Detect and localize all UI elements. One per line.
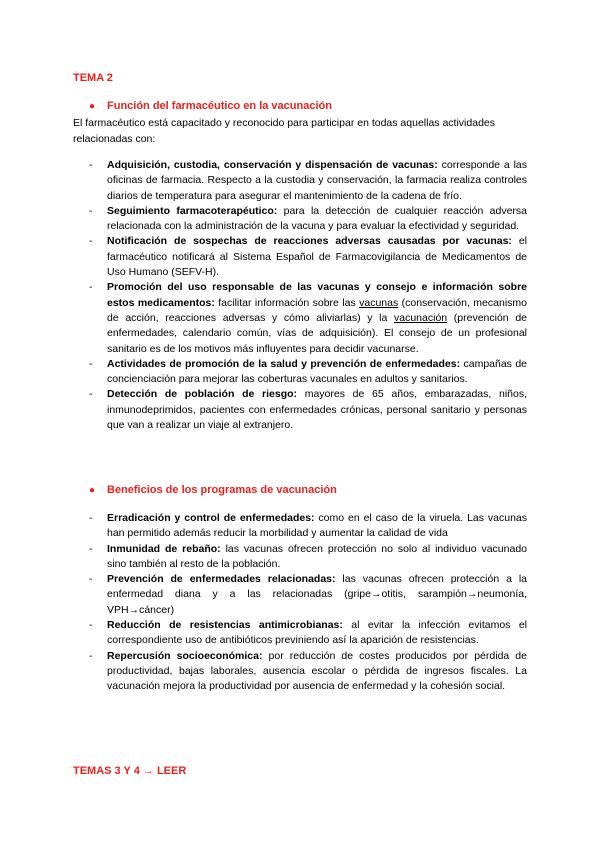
bullet-icon: ● <box>89 485 96 496</box>
section-funcion-title: ● Función del farmacéutico en la vacunación <box>89 100 332 112</box>
section-beneficios-title: ● Beneficios de los programas de vacunación <box>89 484 337 496</box>
list-item: - Prevención de enfermedades relacionadas: las vacunas ofrecen protección a la enfermedad diana y a las relacionadas (gripe→otitis, sarampión→neumonía, VPH→cáncer) <box>89 573 527 616</box>
list-item: - Actividades de promoción de la salud y prevención de enfermedades: campañas de concienciación para mejorar las coberturas vacunales en adultos y sanitarios. <box>89 357 527 386</box>
benefits-list <box>89 511 527 695</box>
intro-paragraph: El farmacéutico está capacitado y reconocido para participar en todas aquellas actividades relacionadas con: <box>73 117 495 145</box>
list-item: - Erradicación y control de enfermedades: como en el caso de la viruela. Las vacunas han permitido además reducir la morbilidad y aumentar la calidad de vida <box>89 512 527 540</box>
list-item: - Adquisición, custodia, conservación y dispensación de vacunas: corresponde a las oficinas de farmacia. Respecto a la custodia y conservación, la farmacia realiza controles diarios de temperatura para asegurar el mantenimiento de la cadena de frío. <box>89 159 527 202</box>
vacunacion-link[interactable]: vacunación <box>394 311 448 324</box>
list-item: - Promoción del uso responsable de las vacunas y consejo e información sobre estos medicamentos: facilitar información sobre las vacunas (conservación, mecanismo de acción, reacciones adversas y cómo aliviarlas) y la vacunación (prevención de enfermedades, calendario común, vías de adquisición). El consejo de un profesional sanitario es de los motivos más influyentes para decidir vacunarse. <box>89 281 527 355</box>
tema2-heading: TEMA 2 <box>73 72 113 84</box>
vacunas-link[interactable]: vacunas <box>359 296 399 309</box>
list-item: - Inmunidad de rebaño: las vacunas ofrecen protección no solo al individuo vacunado sino también al resto de la población. <box>89 542 527 570</box>
list-item: - Detección de población de riesgo: mayores de 65 años, embarazadas, niños, inmunodeprimidos, pacientes con enfermedades crónicas, personal sanitario y personas que van a realizar un viaje al extranjero. <box>89 388 528 432</box>
bullet-icon: ● <box>89 101 96 112</box>
list-item: - Reducción de resistencias antimicrobianas: al evitar la infección evitamos el correspondiente uso de antibióticos previniendo así la aparición de resistencias. <box>89 619 527 647</box>
temas34-heading: TEMAS 3 Y 4 → LEER <box>73 765 187 777</box>
list-item: - Repercusión socioeconómica: por reducción de costes producidos por pérdida de productividad, bajas laborales, ausencia escolar o pérdida de ingresos fiscales. La vacunación mejora la productividad por ausencia de enfermedad y la cohesión social. <box>89 649 527 693</box>
list-item: - Seguimiento farmacoterapéutico: para la detección de cualquier reacción adversa relacionada con la administración de la vacuna y para evaluar la efectividad y seguridad. <box>89 204 527 233</box>
functions-list <box>89 158 527 433</box>
list-item: - Notificación de sospechas de reacciones adversas causadas por vacunas: el farmacéutico notificará al Sistema Español de Farmacovigilancia de Medicamentos de Uso Humano (SEFV-H). <box>89 235 527 279</box>
